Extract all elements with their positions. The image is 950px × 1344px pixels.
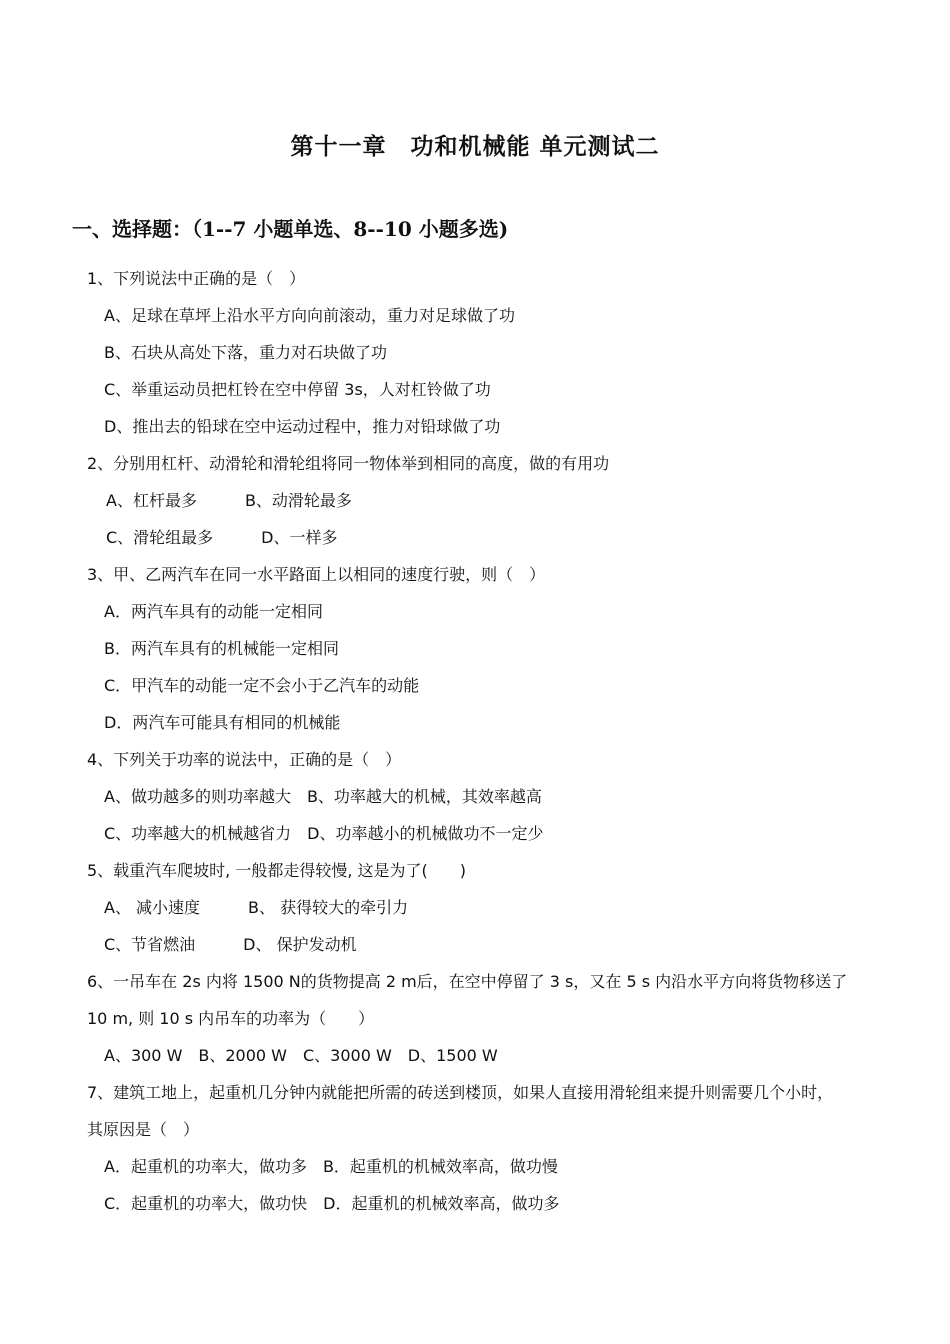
- question-5-options-ab: A、 减小速度 B、 获得较大的牵引力: [104, 898, 409, 917]
- question-7-continued: 其原因是（ ）: [87, 1120, 200, 1139]
- question-3-option-c: C．甲汽车的动能一定不会小于乙汽车的动能: [104, 676, 420, 695]
- question-1-option-b: B、石块从高处下落，重力对石块做了功: [104, 343, 387, 362]
- question-7-options-ab: A．起重机的功率大，做功多 B．起重机的机械效率高，做功慢: [104, 1157, 558, 1176]
- question-4: 4、下列关于功率的说法中，正确的是（ ）: [87, 750, 402, 769]
- question-3-option-a: A．两汽车具有的动能一定相同: [104, 602, 323, 621]
- question-1: 1、下列说法中正确的是（ ）: [87, 269, 306, 288]
- question-2-options-ab: A、杠杆最多 B、动滑轮最多: [106, 491, 352, 510]
- question-3: 3、甲、乙两汽车在同一水平路面上以相同的速度行驶，则（ ）: [87, 565, 546, 584]
- question-2-options-cd: C、滑轮组最多 D、一样多: [106, 528, 338, 547]
- question-4-options-ab: A、做功越多的则功率越大 B、功率越大的机械，其效率越高: [104, 787, 542, 806]
- question-5: 5、载重汽车爬坡时, 一般都走得较慢, 这是为了( ): [87, 861, 467, 880]
- page-title: 第十一章 功和机械能 单元测试二: [290, 133, 660, 160]
- question-1-option-a: A、足球在草坪上沿水平方向向前滚动，重力对足球做了功: [104, 306, 515, 325]
- question-2: 2、分别用杠杆、动滑轮和滑轮组将同一物体举到相同的高度，做的有用功: [87, 454, 610, 473]
- question-4-options-cd: C、功率越大的机械越省力 D、功率越小的机械做功不一定少: [104, 824, 544, 843]
- question-1-option-d: D、推出去的铅球在空中运动过程中，推力对铅球做了功: [104, 417, 501, 436]
- question-6-options: A、300 W B、2000 W C、3000 W D、1500 W: [104, 1046, 498, 1065]
- question-7-options-cd: C．起重机的功率大，做功快 D．起重机的机械效率高，做功多: [104, 1194, 560, 1213]
- question-6: 6、一吊车在 2s 内将 1500 N的货物提高 2 m后，在空中停留了 3 s，又在 5 s 内沿水平方向将货物移送了: [87, 972, 848, 991]
- question-6-continued: 10 m, 则 10 s 内吊车的功率为（ ）: [87, 1009, 375, 1028]
- question-3-option-d: D．两汽车可能具有相同的机械能: [104, 713, 341, 732]
- question-7: 7、建筑工地上，起重机几分钟内就能把所需的砖送到楼顶，如果人直接用滑轮组来提升则需要几个小时，: [87, 1083, 834, 1102]
- question-5-options-cd: C、节省燃油 D、 保护发动机: [104, 935, 357, 954]
- question-3-option-b: B．两汽车具有的机械能一定相同: [104, 639, 339, 658]
- section-heading: 一、选择题：（1--7 小题单选、8--10 小题多选): [72, 217, 509, 241]
- question-1-option-c: C、举重运动员把杠铃在空中停留 3s，人对杠铃做了功: [104, 380, 491, 399]
